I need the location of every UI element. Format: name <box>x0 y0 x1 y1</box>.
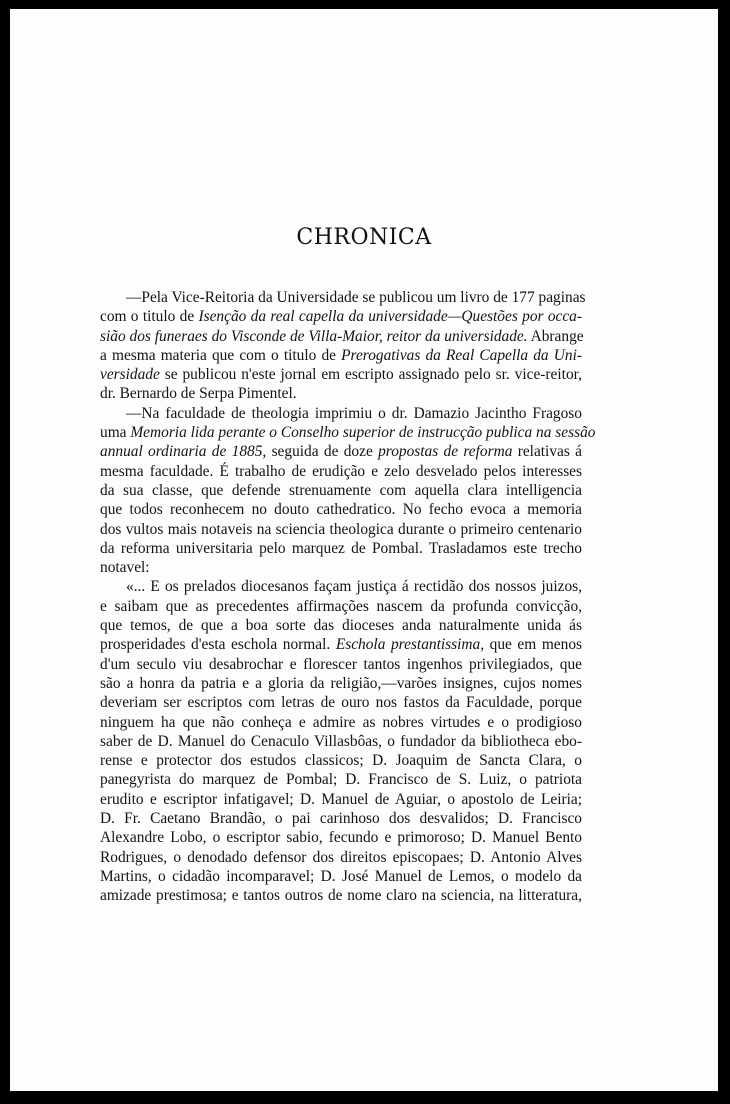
text-line <box>100 520 582 539</box>
text-segment: que todos reconhecem no douto cathedratico. No fecho evoca a memoria <box>100 501 582 519</box>
text-line <box>100 500 582 519</box>
text-line <box>100 462 582 481</box>
text-segment: se publicou n'este jornal em escripto assignado pelo sr. vice-reitor, <box>159 366 582 384</box>
text-line <box>100 635 582 654</box>
text-line <box>100 867 582 886</box>
text-segment: amizade prestimosa; e tantos outros de nome claro na sciencia, na litteratura, <box>100 887 582 905</box>
text-line <box>100 597 582 616</box>
text-line <box>100 770 582 789</box>
text-line <box>100 288 586 307</box>
text-segment: prosperidades d'esta eschola normal. <box>100 636 336 654</box>
italic-text: Memoria lida perante o Conselho superior de instrucção publica na sessão <box>130 424 596 442</box>
text-segment: saber de D. Manuel do Cenaculo Villasbôas, o fundador da bibliotheca ebo- <box>100 732 582 750</box>
text-segment: são a honra da patria e a gloria da religião,—varões insignes, cujos nomes <box>100 674 582 692</box>
italic-text: versidade <box>100 366 160 384</box>
text-line <box>100 539 582 558</box>
text-segment: dr. Bernardo de Serpa Pimentel. <box>100 385 297 403</box>
text-segment: rense e protector dos estudos classicos; D. Joaquim de Sancta Clara, o <box>100 752 582 770</box>
text-segment: e saibam que as precedentes affirmações nascem da profunda convicção, <box>100 597 582 615</box>
text-segment: Martins, o cidadão incomparavel; D. José Manuel de Lemos, o modelo da <box>100 867 582 885</box>
page-title: CHRONICA <box>296 225 432 250</box>
text-line <box>100 693 582 712</box>
text-segment: —Na faculdade de theologia imprimiu o dr. Damazio Jacintho Fragoso <box>126 404 582 422</box>
text-line <box>100 828 582 847</box>
body-text <box>100 288 596 906</box>
text-segment: d'um seculo viu desabrochar e florescer tantos ingenhos privilegiados, que <box>100 655 582 673</box>
text-line <box>100 751 582 770</box>
text-segment: Rodrigues, o denodado defensor dos direitos episcopaes; D. Antonio Alves <box>100 848 582 866</box>
text-line <box>100 713 582 732</box>
text-segment: relativas á <box>512 443 582 461</box>
text-line <box>100 558 582 577</box>
text-segment: da reforma universitaria pelo marquez de Pombal. Trasladamos este trecho <box>100 539 582 557</box>
text-line <box>100 674 582 693</box>
text-line <box>100 346 582 365</box>
italic-text: sião dos funeraes do Visconde de Villa-Maior, reitor da universidade. <box>100 327 528 345</box>
text-line <box>100 327 582 346</box>
text-line <box>100 384 582 403</box>
text-segment: deveriam ser escriptos com letras de ouro nos fastos da Faculdade, porque <box>100 694 582 712</box>
text-segment: notavel: <box>100 559 150 577</box>
text-line <box>100 404 582 423</box>
italic-text: propostas de reforma <box>378 443 513 461</box>
text-line <box>100 790 582 809</box>
text-segment: a mesma materia que com o titulo de <box>100 346 342 364</box>
text-line <box>100 655 582 674</box>
text-segment: —Pela Vice-Reitoria da Universidade se publicou um livro de 177 paginas <box>126 289 586 306</box>
text-segment: da sua classe, que defende strenuamente com aquella clara intelligencia <box>100 481 582 499</box>
text-line <box>100 423 596 442</box>
text-segment: erudito e escriptor infatigavel; D. Manuel de Aguiar, o apostolo de Leiria; <box>100 790 582 808</box>
text-line <box>100 616 582 635</box>
text-line <box>100 307 582 326</box>
italic-text: annual ordinaria de 1885, <box>100 443 267 461</box>
text-segment: D. Fr. Caetano Brandão, o pai carinhoso dos desvalidos; D. Francisco <box>100 810 582 828</box>
text-segment: que temos, de que a boa sorte das dioceses anda naturalmente unida ás <box>100 617 582 635</box>
text-segment: mesma faculdade. É trabalho de erudição e zelo desvelado pelos interesses <box>100 462 582 480</box>
text-line <box>100 577 582 596</box>
text-segment: Alexandre Lobo, o escriptor sabio, fecundo e primoroso; D. Manuel Bento <box>100 829 582 847</box>
text-line <box>100 809 582 828</box>
text-segment: uma <box>100 424 131 442</box>
text-line <box>100 365 582 384</box>
text-segment: seguida de doze <box>266 443 379 461</box>
text-line <box>100 442 582 461</box>
scanned-page <box>10 9 718 1091</box>
text-segment: «... E os prelados diocesanos façam justiça á rectidão dos nossos juizos, <box>126 578 582 596</box>
text-line <box>100 481 582 500</box>
italic-text: Eschola prestantissima, <box>335 636 485 654</box>
italic-text: Prerogativas da Real Capella da Uni- <box>341 346 582 364</box>
text-line <box>100 886 582 905</box>
text-segment: panegyrista do marquez de Pombal; D. Francisco de S. Luiz, o patriota <box>100 771 582 789</box>
text-segment: que em menos <box>484 636 583 654</box>
text-line <box>100 848 582 867</box>
text-segment: ninguem ha que não conheça e admire as nobres virtudes e o prodigioso <box>100 713 582 731</box>
italic-text: Isenção da real capella da universidade—Questões por occa- <box>198 308 582 326</box>
text-segment: com o titulo de <box>100 308 199 326</box>
text-line <box>100 732 582 751</box>
text-segment: dos vultos mais notaveis na sciencia theologica durante o primeiro centenario <box>100 520 582 538</box>
text-segment: Abrange <box>527 327 584 345</box>
